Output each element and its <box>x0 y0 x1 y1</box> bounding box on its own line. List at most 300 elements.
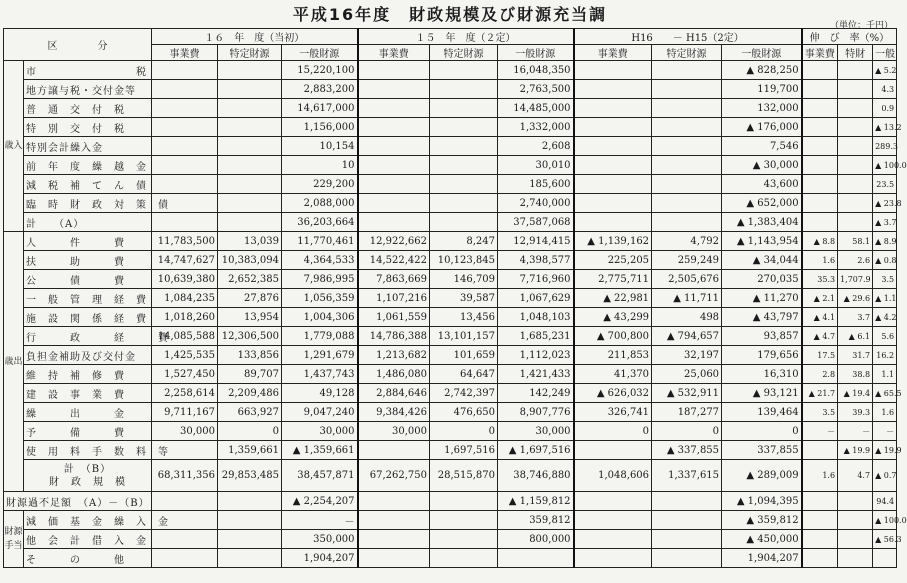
value-cell: 23.5 <box>873 175 897 194</box>
value-cell: 30,000 <box>152 422 218 441</box>
value-cell: ▲ 794,657 <box>652 327 722 346</box>
value-cell <box>152 156 218 175</box>
value-cell <box>218 118 282 137</box>
row-label: 地方譲与税・交付金等 <box>24 80 152 99</box>
value-cell: 350,000 <box>282 530 358 549</box>
value-cell: ▲ 29.6 <box>838 289 873 308</box>
value-cell: 36,203,664 <box>282 213 358 232</box>
value-cell: 4,398,577 <box>498 251 574 270</box>
value-cell <box>802 99 838 118</box>
value-cell: ▲ 22,981 <box>574 289 652 308</box>
value-cell <box>358 441 430 460</box>
value-cell: ▲ 93,121 <box>722 384 802 403</box>
value-cell: 7,716,960 <box>498 270 574 289</box>
value-cell: ▲ 23.8 <box>873 194 897 213</box>
value-cell: 67,262,750 <box>358 460 430 492</box>
value-cell: 2.8 <box>802 365 838 384</box>
value-cell <box>574 213 652 232</box>
value-cell: ▲ 19.4 <box>838 384 873 403</box>
value-cell <box>218 156 282 175</box>
value-cell: 4,364,533 <box>282 251 358 270</box>
value-cell <box>574 549 652 568</box>
total-label-bottom: 財 政 規 模 <box>49 476 126 488</box>
value-cell <box>802 137 838 156</box>
value-cell <box>152 80 218 99</box>
value-cell <box>574 156 652 175</box>
value-cell: 9,047,240 <box>282 403 358 422</box>
value-cell: 2,775,711 <box>574 270 652 289</box>
header-sub: 事業費 <box>802 45 838 61</box>
value-cell: 4.7 <box>838 460 873 492</box>
value-cell: ▲ 21.7 <box>802 384 838 403</box>
value-cell <box>358 61 430 80</box>
value-cell: ▲ 4.2 <box>873 308 897 327</box>
value-cell: 1,112,023 <box>498 346 574 365</box>
value-cell: － <box>873 422 897 441</box>
value-cell <box>430 137 498 156</box>
value-cell: ▲ 4.7 <box>802 327 838 346</box>
value-cell: ▲ 6.1 <box>838 327 873 346</box>
row-label: 維 持 補 修 費 <box>24 365 152 384</box>
value-cell: 1,004,306 <box>282 308 358 327</box>
value-cell: ▲ 1,159,812 <box>498 492 574 511</box>
value-cell: 1,779,088 <box>282 327 358 346</box>
value-cell <box>152 175 218 194</box>
value-cell: 1,156,000 <box>282 118 358 137</box>
value-cell: 1,107,216 <box>358 289 430 308</box>
value-cell <box>218 175 282 194</box>
header-kubun: 区 分 <box>4 29 152 61</box>
value-cell: 1,904,207 <box>722 549 802 568</box>
value-cell <box>430 175 498 194</box>
value-cell: 15,220,100 <box>282 61 358 80</box>
value-cell: ▲ 11,270 <box>722 289 802 308</box>
value-cell: 326,741 <box>574 403 652 422</box>
value-cell: 185,600 <box>498 175 574 194</box>
value-cell <box>218 213 282 232</box>
value-cell <box>358 213 430 232</box>
value-cell: 1,048,103 <box>498 308 574 327</box>
value-cell <box>430 156 498 175</box>
value-cell <box>358 492 430 511</box>
value-cell <box>802 530 838 549</box>
value-cell <box>652 530 722 549</box>
value-cell <box>838 511 873 530</box>
value-cell: 30,000 <box>282 422 358 441</box>
total-label-top: 計 （B） <box>63 463 112 475</box>
value-cell: 68,311,356 <box>152 460 218 492</box>
value-cell <box>430 61 498 80</box>
value-cell <box>838 137 873 156</box>
value-cell: 1,048,606 <box>574 460 652 492</box>
row-label: 扶 助 費 <box>24 251 152 270</box>
value-cell: ▲ 30,000 <box>722 156 802 175</box>
header-group: H16 － H15（2定） <box>574 29 802 45</box>
value-cell: 39,587 <box>430 289 498 308</box>
value-cell <box>574 80 652 99</box>
value-cell: 187,277 <box>652 403 722 422</box>
value-cell <box>838 194 873 213</box>
value-cell <box>358 549 430 568</box>
value-cell: ▲ 1,094,395 <box>722 492 802 511</box>
row-label: 計 （A） <box>24 213 152 232</box>
value-cell: 337,855 <box>722 441 802 460</box>
value-cell: 14,485,000 <box>498 99 574 118</box>
value-cell <box>574 99 652 118</box>
value-cell: 37,587,068 <box>498 213 574 232</box>
value-cell: 13,039 <box>218 232 282 251</box>
header-sub: 特財 <box>838 45 873 61</box>
value-cell: 35.3 <box>802 270 838 289</box>
row-label: 建 設 事 業 費 <box>24 384 152 403</box>
value-cell: 1,337,615 <box>652 460 722 492</box>
value-cell: 10,383,094 <box>218 251 282 270</box>
value-cell: ▲ 43,299 <box>574 308 652 327</box>
group-label-sainyu: 歳入 <box>4 61 24 232</box>
value-cell: 1,061,559 <box>358 308 430 327</box>
value-cell: 38,746,880 <box>498 460 574 492</box>
value-cell: 13,101,157 <box>430 327 498 346</box>
value-cell: 1,707.9 <box>838 270 873 289</box>
value-cell: 270,035 <box>722 270 802 289</box>
value-cell: 11,770,461 <box>282 232 358 251</box>
value-cell: 89,707 <box>218 365 282 384</box>
value-cell: ▲ 100.0 <box>873 156 897 175</box>
value-cell: ▲ 1,383,404 <box>722 213 802 232</box>
value-cell <box>838 118 873 137</box>
value-cell <box>574 61 652 80</box>
value-cell: ▲ 1,697,516 <box>498 441 574 460</box>
value-cell: 1,904,207 <box>282 549 358 568</box>
value-cell <box>218 137 282 156</box>
value-cell: ▲ 1,143,954 <box>722 232 802 251</box>
value-cell: 14,786,388 <box>358 327 430 346</box>
value-cell: － <box>838 422 873 441</box>
value-cell: 4.3 <box>873 80 897 99</box>
row-label: 予 備 費 <box>24 422 152 441</box>
value-cell: － <box>282 511 358 530</box>
value-cell: 13,954 <box>218 308 282 327</box>
value-cell: 1,359,661 <box>218 441 282 460</box>
value-cell: 663,927 <box>218 403 282 422</box>
value-cell: ▲ 1,139,162 <box>574 232 652 251</box>
value-cell: 8,247 <box>430 232 498 251</box>
value-cell: 101,659 <box>430 346 498 365</box>
value-cell: 30,000 <box>498 422 574 441</box>
value-cell: 1,332,000 <box>498 118 574 137</box>
group-label-zaigen: 財源手当 <box>4 511 24 568</box>
row-label: 減 価 基 金 繰 入 金 <box>24 511 152 530</box>
value-cell: 1,697,516 <box>430 441 498 460</box>
value-cell: 2,742,397 <box>430 384 498 403</box>
value-cell: 12,306,500 <box>218 327 282 346</box>
value-cell <box>430 530 498 549</box>
value-cell: 10 <box>282 156 358 175</box>
value-cell: 0.9 <box>873 99 897 118</box>
value-cell: 58.1 <box>838 232 873 251</box>
row-label: 臨 時 財 政 対 策 債 <box>24 194 152 213</box>
value-cell: 2,652,385 <box>218 270 282 289</box>
value-cell <box>218 549 282 568</box>
value-cell: 31.7 <box>838 346 873 365</box>
value-cell <box>430 213 498 232</box>
value-cell <box>358 511 430 530</box>
value-cell: 14,085,588 <box>152 327 218 346</box>
value-cell <box>838 80 873 99</box>
header-sub: 特定財源 <box>430 45 498 61</box>
header-group: １６ 年 度（当初） <box>152 29 358 45</box>
value-cell: 1.6 <box>802 460 838 492</box>
value-cell: 17.5 <box>802 346 838 365</box>
row-label: 特 別 交 付 税 <box>24 118 152 137</box>
value-cell: 1,018,260 <box>152 308 218 327</box>
value-cell <box>430 99 498 118</box>
value-cell: 38.8 <box>838 365 873 384</box>
value-cell <box>358 175 430 194</box>
value-cell <box>802 194 838 213</box>
value-cell <box>218 492 282 511</box>
value-cell <box>574 530 652 549</box>
value-cell: ▲ 337,855 <box>652 441 722 460</box>
value-cell: 2,884,646 <box>358 384 430 403</box>
value-cell: 2,209,486 <box>218 384 282 403</box>
value-cell <box>802 156 838 175</box>
value-cell: 0 <box>218 422 282 441</box>
value-cell: 289.3 <box>873 137 897 156</box>
value-cell: 1,291,679 <box>282 346 358 365</box>
value-cell: 13,456 <box>430 308 498 327</box>
value-cell: 39.3 <box>838 403 873 422</box>
value-cell <box>802 511 838 530</box>
row-label: 特別会計繰入金 <box>24 137 152 156</box>
value-cell <box>358 137 430 156</box>
value-cell: ▲ 2.1 <box>802 289 838 308</box>
value-cell: 16,048,350 <box>498 61 574 80</box>
header-sub: 特定財源 <box>218 45 282 61</box>
value-cell: 1,213,682 <box>358 346 430 365</box>
value-cell <box>152 118 218 137</box>
value-cell: 16.2 <box>873 346 897 365</box>
value-cell: 1,067,629 <box>498 289 574 308</box>
row-label: 施 設 関 係 経 費 <box>24 308 152 327</box>
value-cell: ▲ 3.7 <box>873 213 897 232</box>
value-cell: 0 <box>722 422 802 441</box>
row-label: そ の 他 <box>24 549 152 568</box>
value-cell: ▲ 5.2 <box>873 61 897 80</box>
value-cell: ▲ 4.1 <box>802 308 838 327</box>
value-cell <box>152 99 218 118</box>
value-cell <box>652 137 722 156</box>
value-cell: 5.6 <box>873 327 897 346</box>
value-cell: ▲ 56.3 <box>873 530 897 549</box>
value-cell: 3.5 <box>802 403 838 422</box>
value-cell: 800,000 <box>498 530 574 549</box>
value-cell: ▲ 450,000 <box>722 530 802 549</box>
header-sub: 一般財源 <box>282 45 358 61</box>
row-label: 公 債 費 <box>24 270 152 289</box>
value-cell <box>838 549 873 568</box>
value-cell <box>218 194 282 213</box>
value-cell: 476,650 <box>430 403 498 422</box>
value-cell <box>152 61 218 80</box>
value-cell <box>574 194 652 213</box>
row-label: 普 通 交 付 税 <box>24 99 152 118</box>
value-cell <box>430 549 498 568</box>
row-label-total <box>24 460 152 492</box>
value-cell: ▲ 8.9 <box>873 232 897 251</box>
value-cell: 12,922,662 <box>358 232 430 251</box>
value-cell <box>652 156 722 175</box>
value-cell: 132,000 <box>722 99 802 118</box>
row-label: 使 用 料 手 数 料 等 <box>24 441 152 460</box>
value-cell: 146,709 <box>430 270 498 289</box>
value-cell: 2,883,200 <box>282 80 358 99</box>
value-cell: ▲ 19.9 <box>873 441 897 460</box>
value-cell <box>152 213 218 232</box>
value-cell: ▲ 176,000 <box>722 118 802 137</box>
value-cell: 1,425,535 <box>152 346 218 365</box>
value-cell: 41,370 <box>574 365 652 384</box>
value-cell: ▲ 652,000 <box>722 194 802 213</box>
row-label: 市 税 <box>24 61 152 80</box>
value-cell <box>152 137 218 156</box>
value-cell: 11,783,500 <box>152 232 218 251</box>
value-cell <box>218 99 282 118</box>
value-cell <box>652 80 722 99</box>
value-cell: 7,546 <box>722 137 802 156</box>
value-cell: 259,249 <box>652 251 722 270</box>
value-cell: 1.1 <box>873 365 897 384</box>
value-cell: 1,486,080 <box>358 365 430 384</box>
value-cell <box>574 175 652 194</box>
value-cell: 359,812 <box>498 511 574 530</box>
header-sub: 事業費 <box>358 45 430 61</box>
value-cell <box>652 61 722 80</box>
value-cell <box>652 118 722 137</box>
value-cell: 10,123,845 <box>430 251 498 270</box>
value-cell: ▲ 1,359,661 <box>282 441 358 460</box>
value-cell <box>652 175 722 194</box>
value-cell: 28,515,870 <box>430 460 498 492</box>
value-cell: 8,907,776 <box>498 403 574 422</box>
value-cell <box>838 61 873 80</box>
value-cell: 32,197 <box>652 346 722 365</box>
row-label: 前 年 度 繰 越 金 <box>24 156 152 175</box>
value-cell <box>358 156 430 175</box>
value-cell <box>802 118 838 137</box>
value-cell <box>430 194 498 213</box>
value-cell: 1.6 <box>873 403 897 422</box>
unit-note: （単位：千円） <box>829 21 893 31</box>
group-label-saishutsu: 歳出 <box>4 232 24 492</box>
value-cell <box>802 80 838 99</box>
value-cell: 16,310 <box>722 365 802 384</box>
value-cell: 179,656 <box>722 346 802 365</box>
value-cell <box>218 61 282 80</box>
value-cell: 4,792 <box>652 232 722 251</box>
value-cell: 10,154 <box>282 137 358 156</box>
value-cell <box>152 549 218 568</box>
value-cell: 94.4 <box>873 492 897 511</box>
value-cell <box>358 118 430 137</box>
value-cell <box>498 549 574 568</box>
value-cell: 1,084,235 <box>152 289 218 308</box>
value-cell <box>652 99 722 118</box>
page-title: 平成16年度 財政規模及び財源充当調 <box>292 5 608 24</box>
value-cell: 9,711,167 <box>152 403 218 422</box>
value-cell: ▲ 11,711 <box>652 289 722 308</box>
header-sub: 一般財源 <box>722 45 802 61</box>
row-label: 人 件 費 <box>24 232 152 251</box>
value-cell <box>652 511 722 530</box>
value-cell <box>873 549 897 568</box>
value-cell <box>838 99 873 118</box>
value-cell <box>218 80 282 99</box>
value-cell: 2,088,000 <box>282 194 358 213</box>
value-cell: 14,747,627 <box>152 251 218 270</box>
value-cell: ▲ 0.7 <box>873 460 897 492</box>
value-cell: 30,000 <box>358 422 430 441</box>
value-cell <box>574 492 652 511</box>
value-cell <box>802 549 838 568</box>
value-cell: 139,464 <box>722 403 802 422</box>
value-cell: ▲ 2,254,207 <box>282 492 358 511</box>
value-cell: 133,856 <box>218 346 282 365</box>
value-cell: ▲ 0.8 <box>873 251 897 270</box>
value-cell: 14,522,422 <box>358 251 430 270</box>
value-cell <box>358 194 430 213</box>
row-label-shortage: 財源過不足額 （A）－（B） <box>4 492 152 511</box>
value-cell <box>838 492 873 511</box>
value-cell: ▲ 289,009 <box>722 460 802 492</box>
value-cell <box>574 511 652 530</box>
value-cell <box>652 194 722 213</box>
row-label: 負担金補助及び交付金 <box>24 346 152 365</box>
value-cell: 2,258,614 <box>152 384 218 403</box>
value-cell <box>838 156 873 175</box>
value-cell: 498 <box>652 308 722 327</box>
value-cell <box>358 80 430 99</box>
value-cell <box>218 511 282 530</box>
value-cell: 1,421,433 <box>498 365 574 384</box>
value-cell <box>152 530 218 549</box>
value-cell <box>802 492 838 511</box>
header-sub: 一般 <box>873 45 897 61</box>
header-sub: 一般財源 <box>498 45 574 61</box>
value-cell: 2,740,000 <box>498 194 574 213</box>
value-cell <box>574 441 652 460</box>
value-cell: 1,437,743 <box>282 365 358 384</box>
value-cell: 142,249 <box>498 384 574 403</box>
value-cell <box>802 61 838 80</box>
value-cell <box>838 175 873 194</box>
value-cell: ▲ 359,812 <box>722 511 802 530</box>
value-cell: 2,763,500 <box>498 80 574 99</box>
value-cell: 25,060 <box>652 365 722 384</box>
value-cell: 225,205 <box>574 251 652 270</box>
value-cell: 38,457,871 <box>282 460 358 492</box>
value-cell <box>574 118 652 137</box>
value-cell <box>218 530 282 549</box>
value-cell <box>430 492 498 511</box>
value-cell: 1,527,450 <box>152 365 218 384</box>
value-cell <box>802 441 838 460</box>
header-sub: 事業費 <box>152 45 218 61</box>
value-cell: 64,647 <box>430 365 498 384</box>
value-cell: ▲ 43,797 <box>722 308 802 327</box>
value-cell: 211,853 <box>574 346 652 365</box>
value-cell: 10,639,380 <box>152 270 218 289</box>
